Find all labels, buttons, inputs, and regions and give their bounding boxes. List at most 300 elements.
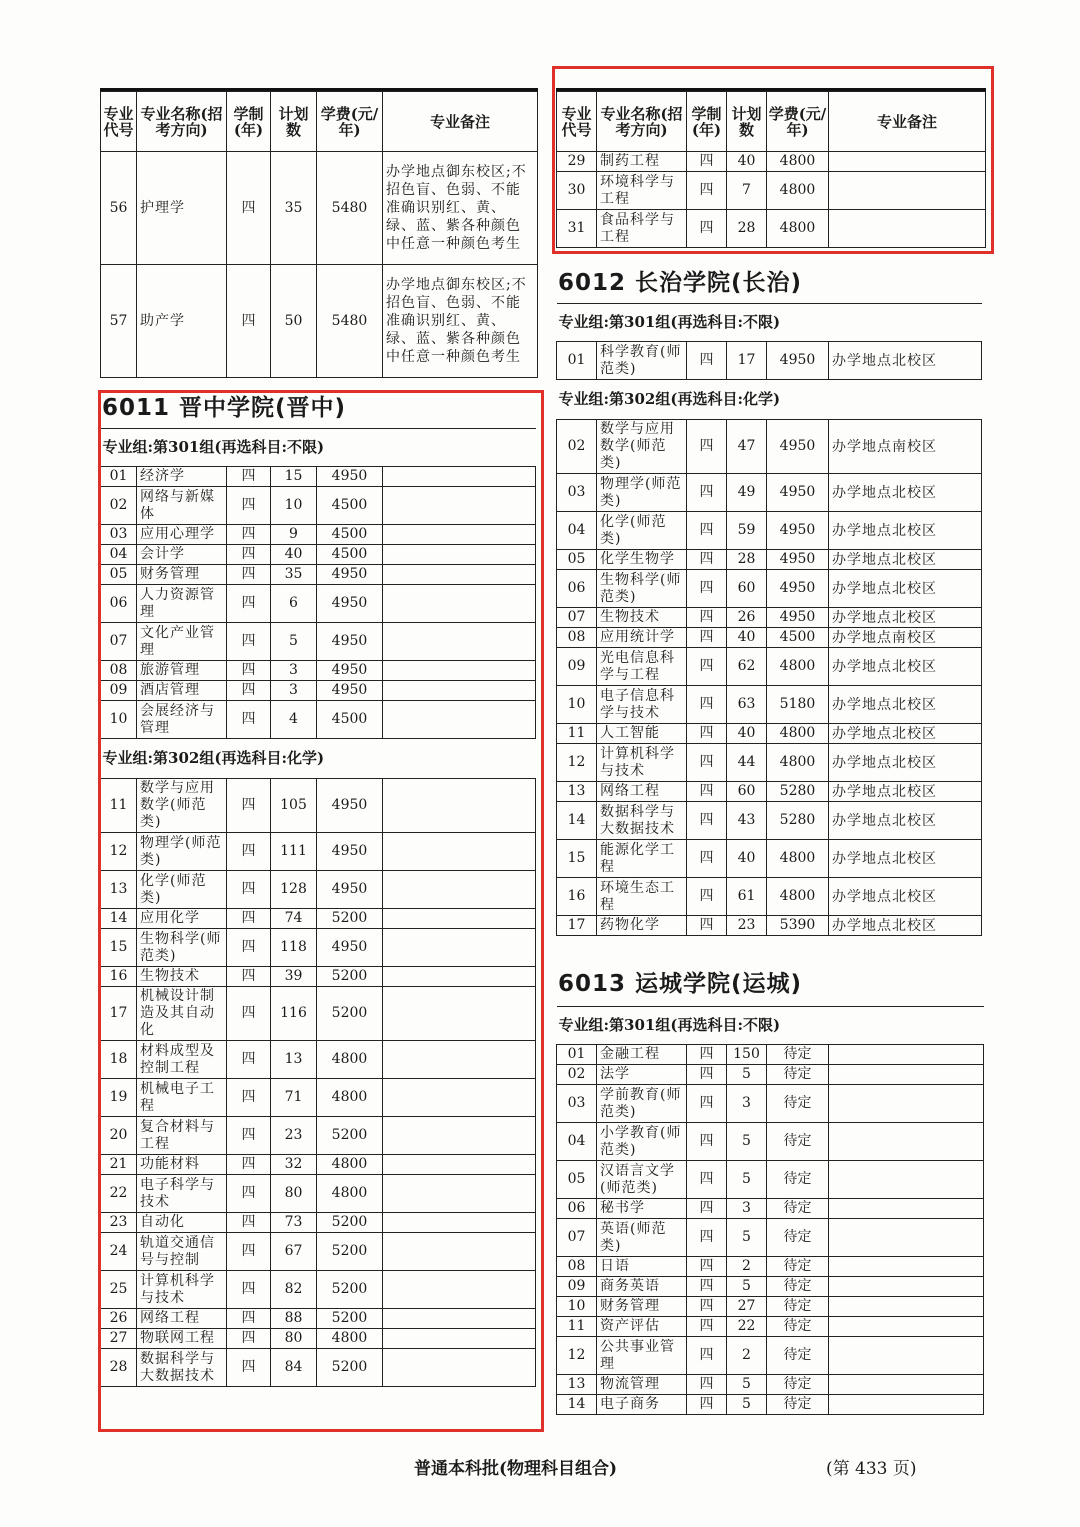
row-years: 四 (687, 512, 727, 550)
header-plan: 计划数 (727, 92, 767, 152)
row-code: 13 (101, 871, 137, 909)
group-label-row (557, 380, 982, 420)
row-years: 四 (687, 916, 727, 936)
table-row (557, 1199, 984, 1219)
row-code: 10 (557, 686, 597, 724)
row-plan: 47 (727, 420, 767, 474)
row-fee: 4950 (317, 661, 383, 681)
table-left-top (100, 91, 538, 378)
section-title-yuncheng: 6013 运城学院(运城) (558, 971, 803, 997)
row-code: 09 (557, 648, 597, 686)
header-plan: 计划数 (271, 92, 317, 152)
row-fee: 5200 (317, 1349, 383, 1387)
header-code: 专业代号 (101, 92, 137, 152)
row-major-name: 制药工程 (597, 152, 687, 172)
row-code: 31 (557, 210, 597, 248)
row-fee: 待定 (767, 1065, 829, 1085)
row-code: 13 (557, 1375, 597, 1395)
row-years: 四 (227, 467, 271, 487)
row-code: 27 (101, 1329, 137, 1349)
table-row (557, 550, 982, 570)
row-fee: 4800 (767, 840, 829, 878)
row-fee: 4950 (767, 474, 829, 512)
row-fee: 5480 (317, 265, 383, 378)
row-years: 四 (227, 265, 271, 378)
row-code: 17 (557, 916, 597, 936)
row-years: 四 (227, 1349, 271, 1387)
row-major-name: 学前教育(师范类) (597, 1085, 687, 1123)
row-years: 四 (227, 833, 271, 871)
row-plan: 23 (727, 916, 767, 936)
row-fee: 5200 (317, 1117, 383, 1155)
row-major-name: 光电信息科学与工程 (597, 648, 687, 686)
row-major-name: 环境科学与工程 (597, 172, 687, 210)
row-plan: 84 (271, 1349, 317, 1387)
group-label: 专业组:第302组(再选科目:化学) (101, 739, 536, 779)
row-years: 四 (687, 570, 727, 608)
row-plan: 5 (727, 1123, 767, 1161)
row-fee: 待定 (767, 1123, 829, 1161)
row-years: 四 (227, 1271, 271, 1309)
row-code: 04 (557, 1123, 597, 1161)
row-code: 12 (557, 744, 597, 782)
row-code: 11 (557, 1317, 597, 1337)
row-years: 四 (687, 1065, 727, 1085)
row-years: 四 (227, 909, 271, 929)
group-label: 专业组:第301组(再选科目:不限) (557, 304, 982, 342)
row-plan: 80 (271, 1175, 317, 1213)
row-fee: 4950 (317, 565, 383, 585)
row-years: 四 (227, 1155, 271, 1175)
group-label-row (557, 1007, 984, 1045)
row-major-name: 财务管理 (597, 1297, 687, 1317)
row-major-name: 应用心理学 (137, 525, 227, 545)
row-years: 四 (227, 929, 271, 967)
table-row (101, 152, 538, 265)
row-fee: 4950 (767, 550, 829, 570)
row-plan: 49 (727, 474, 767, 512)
row-code: 10 (101, 701, 137, 739)
row-note-empty (829, 1123, 984, 1161)
row-major-name: 应用化学 (137, 909, 227, 929)
row-note: 办学地点北校区 (829, 686, 982, 724)
row-fee: 5180 (767, 686, 829, 724)
row-fee: 4800 (767, 210, 829, 248)
table-row (557, 724, 982, 744)
row-code: 02 (101, 487, 137, 525)
row-plan: 62 (727, 648, 767, 686)
row-note: 办学地点北校区 (829, 916, 982, 936)
footer-batch-label: 普通本科批(物理科目组合) (414, 1459, 618, 1479)
row-code: 56 (101, 152, 137, 265)
table-row (557, 916, 982, 936)
table-row (557, 1065, 984, 1085)
row-plan: 111 (271, 833, 317, 871)
row-plan: 15 (271, 467, 317, 487)
row-fee: 待定 (767, 1297, 829, 1317)
row-fee: 4500 (317, 487, 383, 525)
row-code: 08 (101, 661, 137, 681)
row-years: 四 (227, 152, 271, 265)
row-code: 24 (101, 1233, 137, 1271)
row-fee: 4800 (767, 724, 829, 744)
row-fee: 待定 (767, 1395, 829, 1415)
row-years: 四 (227, 701, 271, 739)
row-note-empty (829, 1161, 984, 1199)
row-years: 四 (687, 608, 727, 628)
table-row (557, 686, 982, 724)
row-fee: 待定 (767, 1085, 829, 1123)
row-fee: 待定 (767, 1257, 829, 1277)
row-plan: 17 (727, 342, 767, 380)
row-code: 17 (101, 987, 137, 1041)
row-fee: 5280 (767, 782, 829, 802)
row-plan: 40 (727, 152, 767, 172)
row-major-name: 物理学(师范类) (137, 833, 227, 871)
row-major-name: 网络工程 (137, 1309, 227, 1329)
row-fee: 4800 (767, 878, 829, 916)
row-note: 办学地点北校区 (829, 878, 982, 916)
row-code: 26 (101, 1309, 137, 1329)
row-code: 29 (557, 152, 597, 172)
row-fee: 4800 (317, 1079, 383, 1117)
row-plan: 88 (271, 1309, 317, 1329)
row-major-name: 会计学 (137, 545, 227, 565)
row-fee: 4950 (767, 570, 829, 608)
row-fee: 待定 (767, 1277, 829, 1297)
row-plan: 2 (727, 1257, 767, 1277)
section-title-jinzhong: 6011 晋中学院(晋中) (102, 395, 347, 421)
row-plan: 5 (727, 1219, 767, 1257)
row-plan: 6 (271, 585, 317, 623)
row-code: 02 (557, 1065, 597, 1085)
row-plan: 74 (271, 909, 317, 929)
row-major-name: 文化产业管理 (137, 623, 227, 661)
row-years: 四 (227, 661, 271, 681)
row-plan: 3 (271, 681, 317, 701)
row-code: 07 (557, 608, 597, 628)
row-years: 四 (687, 152, 727, 172)
row-years: 四 (687, 878, 727, 916)
row-code: 22 (101, 1175, 137, 1213)
table-row (557, 1045, 984, 1065)
row-major-name: 电子信息科学与技术 (597, 686, 687, 724)
row-major-name: 数据科学与大数据技术 (597, 802, 687, 840)
row-code: 06 (557, 1199, 597, 1219)
row-years: 四 (227, 1041, 271, 1079)
row-code: 13 (557, 782, 597, 802)
row-code: 16 (557, 878, 597, 916)
row-code: 04 (557, 512, 597, 550)
row-fee: 5200 (317, 1213, 383, 1233)
row-years: 四 (687, 1337, 727, 1375)
row-years: 四 (227, 967, 271, 987)
row-note: 办学地点南校区 (829, 420, 982, 474)
row-major-name: 生物技术 (597, 608, 687, 628)
row-major-name: 环境生态工程 (597, 878, 687, 916)
table-changzhi (556, 303, 982, 936)
row-major-name: 机械电子工程 (137, 1079, 227, 1117)
header-note: 专业备注 (829, 92, 986, 152)
row-years: 四 (227, 1175, 271, 1213)
row-code: 08 (557, 628, 597, 648)
row-major-name: 汉语言文学(师范类) (597, 1161, 687, 1199)
row-fee: 5200 (317, 1271, 383, 1309)
row-years: 四 (227, 1233, 271, 1271)
row-years: 四 (227, 487, 271, 525)
row-plan: 28 (727, 550, 767, 570)
row-fee: 待定 (767, 1317, 829, 1337)
row-code: 01 (557, 342, 597, 380)
row-major-name: 网络工程 (597, 782, 687, 802)
row-years: 四 (687, 1297, 727, 1317)
row-plan: 5 (727, 1277, 767, 1297)
row-major-name: 应用统计学 (597, 628, 687, 648)
row-plan: 3 (271, 661, 317, 681)
row-plan: 3 (727, 1199, 767, 1219)
row-fee: 5480 (317, 152, 383, 265)
row-code: 11 (557, 724, 597, 744)
row-major-name: 科学教育(师范类) (597, 342, 687, 380)
row-years: 四 (687, 1277, 727, 1297)
row-plan: 40 (727, 628, 767, 648)
row-years: 四 (227, 1117, 271, 1155)
row-fee: 4800 (317, 1041, 383, 1079)
row-plan: 105 (271, 779, 317, 833)
row-years: 四 (227, 1329, 271, 1349)
row-fee: 4950 (317, 779, 383, 833)
row-major-name: 机械设计制造及其自动化 (137, 987, 227, 1041)
row-major-name: 财务管理 (137, 565, 227, 585)
row-fee: 4950 (317, 871, 383, 909)
row-code: 14 (557, 1395, 597, 1415)
row-major-name: 资产评估 (597, 1317, 687, 1337)
row-fee: 4950 (317, 929, 383, 967)
row-note-empty (829, 1337, 984, 1375)
row-fee: 4800 (317, 1175, 383, 1213)
row-code: 07 (557, 1219, 597, 1257)
row-code: 15 (557, 840, 597, 878)
row-years: 四 (687, 342, 727, 380)
row-plan: 40 (271, 545, 317, 565)
row-plan: 32 (271, 1155, 317, 1175)
row-fee: 5200 (317, 1309, 383, 1329)
row-major-name: 英语(师范类) (597, 1219, 687, 1257)
row-major-name: 食品科学与工程 (597, 210, 687, 248)
row-major-name: 化学(师范类) (137, 871, 227, 909)
row-major-name: 轨道交通信号与控制 (137, 1233, 227, 1271)
row-code: 05 (557, 550, 597, 570)
row-code: 04 (101, 545, 137, 565)
row-plan: 118 (271, 929, 317, 967)
table-row (557, 474, 982, 512)
table-row (557, 342, 982, 380)
table-row (557, 1395, 984, 1415)
row-years: 四 (687, 840, 727, 878)
row-fee: 5200 (317, 1233, 383, 1271)
row-plan: 35 (271, 152, 317, 265)
row-years: 四 (687, 474, 727, 512)
row-note: 办学地点北校区 (829, 570, 982, 608)
table-row (557, 1161, 984, 1199)
row-code: 12 (557, 1337, 597, 1375)
row-years: 四 (687, 782, 727, 802)
row-code: 08 (557, 1257, 597, 1277)
row-plan: 9 (271, 525, 317, 545)
row-plan: 73 (271, 1213, 317, 1233)
row-code: 06 (101, 585, 137, 623)
row-plan: 10 (271, 487, 317, 525)
table-row (557, 628, 982, 648)
row-code: 06 (557, 570, 597, 608)
row-fee: 4500 (767, 628, 829, 648)
row-note-empty (829, 1065, 984, 1085)
row-major-name: 生物科学(师范类) (597, 570, 687, 608)
row-code: 19 (101, 1079, 137, 1117)
row-fee: 4500 (317, 545, 383, 565)
row-major-name: 旅游管理 (137, 661, 227, 681)
row-major-name: 酒店管理 (137, 681, 227, 701)
row-fee: 4950 (317, 585, 383, 623)
row-plan: 26 (727, 608, 767, 628)
row-fee: 4950 (767, 512, 829, 550)
row-fee: 待定 (767, 1045, 829, 1065)
table-row (557, 648, 982, 686)
row-code: 03 (557, 474, 597, 512)
row-plan: 22 (727, 1317, 767, 1337)
row-years: 四 (687, 724, 727, 744)
page-number: (第 433 页) (826, 1459, 917, 1479)
row-code: 05 (557, 1161, 597, 1199)
row-code: 30 (557, 172, 597, 210)
row-code: 02 (557, 420, 597, 474)
row-fee: 待定 (767, 1199, 829, 1219)
row-major-name: 数学与应用数学(师范类) (137, 779, 227, 833)
row-plan: 40 (727, 724, 767, 744)
group-label: 专业组:第301组(再选科目:不限) (101, 429, 536, 467)
row-code: 01 (557, 1045, 597, 1065)
row-code: 21 (101, 1155, 137, 1175)
row-years: 四 (687, 648, 727, 686)
table-row (557, 1219, 984, 1257)
row-note: 办学地点北校区 (829, 802, 982, 840)
row-major-name: 化学(师范类) (597, 512, 687, 550)
row-major-name: 商务英语 (597, 1277, 687, 1297)
row-years: 四 (227, 623, 271, 661)
row-plan: 82 (271, 1271, 317, 1309)
row-fee: 5200 (317, 909, 383, 929)
row-fee: 待定 (767, 1375, 829, 1395)
row-plan: 61 (727, 878, 767, 916)
row-fee: 4800 (317, 1155, 383, 1175)
row-major-name: 计算机科学与技术 (597, 744, 687, 782)
row-note: 办学地点北校区 (829, 782, 982, 802)
row-major-name: 药物化学 (597, 916, 687, 936)
row-note: 办学地点北校区 (829, 512, 982, 550)
row-plan: 4 (271, 701, 317, 739)
row-plan: 150 (727, 1045, 767, 1065)
row-note-empty (829, 1317, 984, 1337)
row-plan: 28 (727, 210, 767, 248)
row-note-empty (829, 1375, 984, 1395)
table-row (557, 1123, 984, 1161)
row-fee: 4800 (767, 744, 829, 782)
row-note-empty (829, 1045, 984, 1065)
table-row (557, 1277, 984, 1297)
row-years: 四 (687, 1045, 727, 1065)
row-note-empty (829, 1395, 984, 1415)
row-major-name: 生物技术 (137, 967, 227, 987)
row-code: 28 (101, 1349, 137, 1387)
row-major-name: 电子科学与技术 (137, 1175, 227, 1213)
group-label: 专业组:第302组(再选科目:化学) (557, 380, 982, 420)
row-years: 四 (687, 210, 727, 248)
row-plan: 71 (271, 1079, 317, 1117)
table-row (557, 782, 982, 802)
row-years: 四 (687, 1375, 727, 1395)
row-major-name: 法学 (597, 1065, 687, 1085)
row-fee: 4950 (317, 833, 383, 871)
header-fee: 学费(元/年) (317, 92, 383, 152)
row-years: 四 (227, 585, 271, 623)
table-row (557, 1297, 984, 1317)
row-major-name: 电子商务 (597, 1395, 687, 1415)
row-major-name: 数学与应用数学(师范类) (597, 420, 687, 474)
row-major-name: 计算机科学与技术 (137, 1271, 227, 1309)
row-fee: 4800 (317, 1329, 383, 1349)
highlight-box-jinzhong-continued (552, 66, 994, 254)
row-major-name: 生物科学(师范类) (137, 929, 227, 967)
row-major-name: 日语 (597, 1257, 687, 1277)
section-title-changzhi: 6012 长治学院(长治) (558, 270, 803, 296)
row-years: 四 (687, 1199, 727, 1219)
row-plan: 5 (727, 1161, 767, 1199)
table-row (557, 878, 982, 916)
highlight-box-jinzhong (98, 390, 544, 1432)
row-years: 四 (227, 1309, 271, 1329)
row-note: 办学地点御东校区;不招色盲、色弱、不能准确识别红、黄、绿、蓝、紫各种颜色中任意一种颜色考生 (383, 265, 538, 378)
row-code: 23 (101, 1213, 137, 1233)
row-years: 四 (687, 1395, 727, 1415)
row-code: 11 (101, 779, 137, 833)
row-code: 57 (101, 265, 137, 378)
row-major-name: 物联网工程 (137, 1329, 227, 1349)
row-note-empty (829, 1277, 984, 1297)
header-name: 专业名称(招考方向) (597, 92, 687, 152)
row-major-name: 化学生物学 (597, 550, 687, 570)
row-major-name: 材料成型及控制工程 (137, 1041, 227, 1079)
row-years: 四 (687, 802, 727, 840)
table-row (101, 265, 538, 378)
table-row (557, 840, 982, 878)
row-fee: 4950 (317, 623, 383, 661)
row-note: 办学地点北校区 (829, 474, 982, 512)
row-note: 办学地点北校区 (829, 724, 982, 744)
row-plan: 128 (271, 871, 317, 909)
row-years: 四 (227, 1213, 271, 1233)
row-years: 四 (227, 681, 271, 701)
row-years: 四 (687, 686, 727, 724)
row-plan: 13 (271, 1041, 317, 1079)
table-row (557, 802, 982, 840)
row-note: 办学地点北校区 (829, 342, 982, 380)
row-major-name: 小学教育(师范类) (597, 1123, 687, 1161)
row-fee: 5200 (317, 967, 383, 987)
row-fee: 待定 (767, 1219, 829, 1257)
row-code: 18 (101, 1041, 137, 1079)
row-major-name: 秘书学 (597, 1199, 687, 1219)
row-fee: 4500 (317, 701, 383, 739)
